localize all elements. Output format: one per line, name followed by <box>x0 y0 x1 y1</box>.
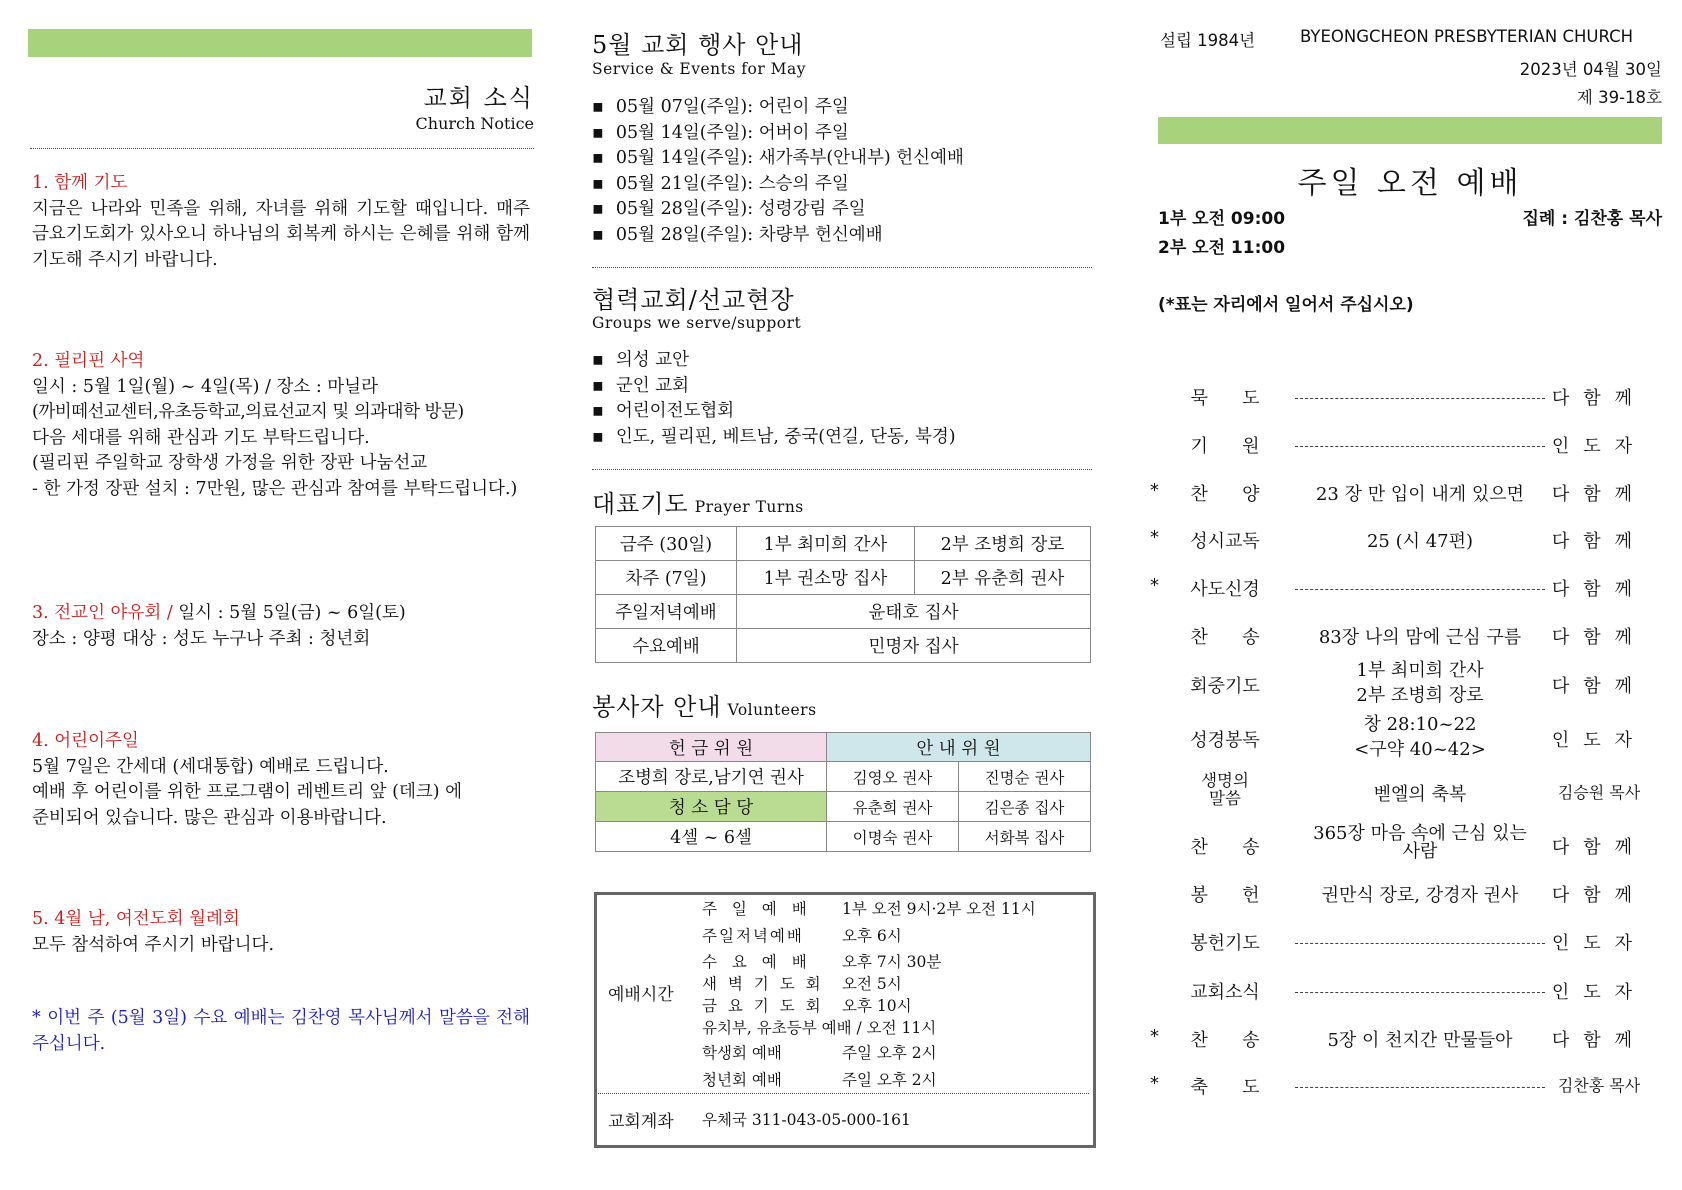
order-item-detail: 23 장 만 입이 내게 있으면 <box>1315 484 1524 505</box>
partners-list <box>592 348 956 450</box>
list-item: ▪ 인도, 필리핀, 베트남, 중국(연길, 단동, 북경) <box>592 425 956 451</box>
table-cell: 유춘희 권사 <box>827 792 959 822</box>
notice-item-2 <box>32 349 530 502</box>
order-item-name: 회중기도 <box>1190 676 1260 697</box>
dashed-leader-line <box>1295 992 1545 993</box>
table-cell: 차주 (7일) <box>596 561 737 595</box>
notice-footnote: * 이번 주 (5월 3일) 수요 예배는 김찬영 목사님께서 말씀을 전해 주십니다. <box>32 1008 530 1054</box>
presider: 집례 : 김찬홍 목사 <box>1522 209 1662 229</box>
order-row <box>1150 623 1650 653</box>
dashed-leader-line <box>1295 446 1545 447</box>
list-item: ▪ 05월 14일(주일): 새가족부(안내부) 헌신예배 <box>592 146 964 172</box>
order-row <box>1150 823 1650 863</box>
offering-header: 헌 금 위 원 <box>596 733 827 762</box>
order-item-leader: 다함께 <box>1551 388 1647 409</box>
order-item-leader: 다함께 <box>1551 484 1647 505</box>
bulletin-date: 2023년 04월 30일 <box>1519 60 1662 79</box>
table-cell: 수요예배 <box>596 629 737 663</box>
table-cell: 민명자 집사 <box>737 629 1091 663</box>
notice-item-4 <box>32 729 530 831</box>
prayer-table <box>595 526 1091 663</box>
list-item: ▪ 05월 21일(주일): 스승의 주일 <box>592 172 964 198</box>
service-header-bar <box>1158 117 1662 144</box>
order-row <box>1150 575 1650 605</box>
notice-item-head: 4. 어린이주일 <box>32 731 139 751</box>
order-item-leader: 인도자 <box>1551 436 1647 457</box>
table-cell: 조병희 장로,남기연 권사 <box>596 762 827 792</box>
order-item-name: 찬 송 <box>1190 1030 1260 1051</box>
order-item-leader: 인도자 <box>1551 933 1647 954</box>
notice-line: (까비떼선교센터,유초등학교,의료선교지 및 의과대학 방문) <box>32 402 464 422</box>
times-label: 예배시간 <box>608 985 674 1005</box>
standing-mark: * <box>1150 480 1159 501</box>
order-row <box>1150 527 1650 557</box>
standing-mark: * <box>1150 575 1159 596</box>
order-item-name: 성시교독 <box>1190 531 1260 552</box>
notice-item-head: 2. 필리핀 사역 <box>32 351 145 371</box>
notice-title: 교회 소식 <box>423 84 534 112</box>
church-name: BYEONGCHEON PRESBYTERIAN CHURCH <box>1300 27 1634 46</box>
cleaning-header: 청 소 담 당 <box>596 792 827 822</box>
table-cell: 이명숙 권사 <box>827 822 959 852</box>
order-item-name: 성경봉독 <box>1190 730 1260 751</box>
events-list <box>592 95 964 248</box>
order-row <box>1150 1073 1650 1103</box>
times-row: 금 요 기 도 회 오후 10시 <box>702 997 912 1015</box>
table-cell: 서화복 집사 <box>959 822 1091 852</box>
notice-line: 준비되어 있습니다. 많은 관심과 이용바랍니다. <box>32 807 387 828</box>
volunteers-title <box>592 687 817 722</box>
notice-line: 모두 참석하여 주시기 바랍니다. <box>32 934 275 955</box>
times-row: 주일저녁예배 오후 6시 <box>702 927 902 945</box>
prayer-title <box>592 484 804 519</box>
notice-item-3 <box>32 601 530 652</box>
times-row: 주 일 예 배 1부 오전 9시·2부 오전 11시 <box>702 900 1036 918</box>
order-item-detail: 권만식 장로, 강경자 권사 <box>1321 885 1519 906</box>
order-item-leader: 다함께 <box>1551 627 1647 648</box>
table-cell: 1부 권소망 집사 <box>737 561 915 595</box>
times-row: 학생회 예배 주일 오후 2시 <box>702 1044 937 1062</box>
list-item: ▪ 05월 14일(주일): 어버이 주일 <box>592 121 964 147</box>
order-item-detail: 83장 나의 맘에 근심 구름 <box>1318 627 1522 648</box>
table-cell: 4셀 ~ 6셀 <box>596 822 827 852</box>
notice-header-bar <box>28 29 532 57</box>
times-row: 수 요 예 배 오후 7시 30분 <box>702 953 942 971</box>
order-item-leader: 다함께 <box>1551 579 1647 600</box>
notice-item-body: 지금은 나라와 민족을 위해, 자녀를 위해 기도할 때입니다. 매주 금요기도회가 있사오니 하나님의 회복케 하시는 은혜를 위해 함께 기도해 주시기 바랍니다. <box>32 198 530 270</box>
table-cell: 윤태호 집사 <box>737 595 1091 629</box>
order-item-detail: 창 28:10~22 <구약 40~42> <box>1354 714 1486 760</box>
partners-title: 협력교회/선교현장 <box>592 286 795 314</box>
dashed-leader-line <box>1295 943 1545 944</box>
partners-subtitle: Groups we serve/support <box>592 314 802 332</box>
order-row <box>1150 660 1650 706</box>
times-row: 새 벽 기 도 회 오전 5시 <box>702 975 902 993</box>
order-item-leader: 다함께 <box>1551 885 1647 906</box>
notice-item-1 <box>32 171 530 273</box>
account-number: 우체국 311-043-05-000-161 <box>702 1111 911 1129</box>
order-item-name: 찬 송 <box>1190 627 1260 648</box>
list-item: ▪ 의성 교안 <box>592 348 956 374</box>
order-row <box>1150 384 1650 414</box>
order-item-name: 찬 양 <box>1190 484 1260 505</box>
usher-header: 안 내 위 원 <box>827 733 1091 762</box>
table-cell: 김영오 권사 <box>827 762 959 792</box>
order-item-detail: 1부 최미희 간사 2부 조병희 장로 <box>1356 660 1484 706</box>
notice-line: - 한 가정 장판 설치 : 7만원, 많은 관심과 참여를 부탁드립니다.) <box>32 478 518 499</box>
table-cell: 금주 (30일) <box>596 527 737 561</box>
dashed-leader-line <box>1295 398 1545 399</box>
notice-line: 다음 세대를 위해 관심과 기도 부탁드립니다. <box>32 427 370 448</box>
order-item-name: 기 원 <box>1190 436 1260 457</box>
notice-line: 예배 후 어린이를 위한 프로그램이 레벤트리 앞 (데크) 에 <box>32 782 463 802</box>
events-subtitle: Service & Events for May <box>592 60 807 78</box>
order-item-detail: 365장 마음 속에 근심 있는 사람 <box>1313 823 1527 862</box>
notice-item-head: 5. 4월 남, 여전도회 월례회 <box>32 909 240 929</box>
order-item-detail: 25 (시 47편) <box>1366 531 1474 552</box>
table-cell: 주일저녁예배 <box>596 595 737 629</box>
standing-mark: * <box>1150 527 1159 548</box>
bulletin-issue: 제 39-18호 <box>1576 88 1662 107</box>
standing-mark: * <box>1150 1073 1159 1094</box>
prayer-title-en: Prayer Turns <box>694 498 804 516</box>
order-item-leader: 다함께 <box>1551 676 1647 697</box>
order-row <box>1150 978 1650 1008</box>
order-row <box>1150 929 1650 959</box>
service-time-2: 2부 오전 11:00 <box>1158 238 1286 258</box>
prayer-title-ko: 대표기도 <box>592 490 689 518</box>
table-cell: 진명순 권사 <box>959 762 1091 792</box>
list-item: ▪ 05월 28일(주일): 성령강림 주일 <box>592 197 964 223</box>
notice-item-head: 3. 전교인 야유회 / <box>32 603 173 623</box>
order-item-leader: 인도자 <box>1551 730 1647 751</box>
order-item-leader: 인도자 <box>1551 982 1647 1003</box>
volunteers-title-en: Volunteers <box>727 701 817 719</box>
order-item-name: 생명의 말씀 <box>1201 771 1249 808</box>
dashed-leader-line <box>1295 1087 1545 1088</box>
order-item-name: 찬 송 <box>1190 837 1260 858</box>
order-item-leader: 다함께 <box>1551 531 1647 552</box>
service-title: 주일 오전 예배 <box>1297 166 1523 201</box>
volunteers-table <box>595 732 1091 852</box>
notice-line: (필리핀 주일학교 장학생 가정을 위한 장판 나눔선교 <box>32 453 428 473</box>
divider <box>30 148 534 149</box>
order-item-name: 축 도 <box>1190 1077 1260 1098</box>
order-item-name: 봉헌기도 <box>1190 933 1260 954</box>
notice-item-5 <box>32 907 530 958</box>
list-item: ▪ 군인 교회 <box>592 374 956 400</box>
list-item: ▪ 05월 07일(주일): 어린이 주일 <box>592 95 964 121</box>
order-row <box>1150 881 1650 911</box>
order-row <box>1150 480 1650 510</box>
order-row <box>1150 432 1650 462</box>
order-item-name: 사도신경 <box>1190 579 1260 600</box>
divider <box>592 267 1092 268</box>
table-cell: 1부 최미희 간사 <box>737 527 915 561</box>
list-item: ▪ 어린이전도협회 <box>592 399 956 425</box>
order-item-leader: 다함께 <box>1551 837 1647 858</box>
service-time-1: 1부 오전 09:00 <box>1158 209 1286 229</box>
divider <box>598 1093 1089 1094</box>
table-cell: 김은종 집사 <box>959 792 1091 822</box>
table-cell: 2부 조병희 장로 <box>915 527 1091 561</box>
order-item-leader: 김찬홍 목사 <box>1557 1076 1641 1095</box>
order-item-leader: 다함께 <box>1551 1030 1647 1051</box>
notice-item-head: 1. 함께 기도 <box>32 173 128 193</box>
standing-mark: * <box>1150 1026 1159 1047</box>
events-title: 5월 교회 행사 안내 <box>592 31 804 59</box>
notice-line: 5월 7일은 간세대 (세대통합) 예배로 드립니다. <box>32 756 389 777</box>
table-cell: 2부 유춘희 권사 <box>915 561 1091 595</box>
order-item-detail: 벧엘의 축복 <box>1373 784 1467 805</box>
times-row: 유치부, 유초등부 예배 / 오전 11시 <box>702 1019 937 1037</box>
order-item-name: 교회소식 <box>1190 982 1260 1003</box>
times-row: 청년회 예배 주일 오후 2시 <box>702 1071 937 1089</box>
order-item-name: 묵 도 <box>1190 388 1260 409</box>
account-label: 교회계좌 <box>608 1112 674 1132</box>
order-row <box>1150 714 1650 760</box>
list-item: ▪ 05월 28일(주일): 차량부 헌신예배 <box>592 223 964 249</box>
order-item-name: 봉 헌 <box>1190 885 1260 906</box>
divider <box>592 469 1092 470</box>
founded: 설립 1984년 <box>1160 31 1256 50</box>
notice-item-head-tail: 일시 : 5월 5일(금) ~ 6일(토) <box>172 603 406 623</box>
order-item-leader: 김승원 목사 <box>1557 783 1641 802</box>
order-row <box>1150 771 1650 810</box>
standing-note: (*표는 자리에서 일어서 주십시오) <box>1158 295 1414 315</box>
order-row <box>1150 1026 1650 1056</box>
notice-subtitle: Church Notice <box>415 114 534 133</box>
order-item-detail: 5장 이 천지간 만물들아 <box>1327 1030 1513 1051</box>
notice-line: 장소 : 양평 대상 : 성도 누구나 주최 : 청년회 <box>32 628 371 649</box>
notice-line: 일시 : 5월 1일(월) ~ 4일(목) / 장소 : 마닐라 <box>32 376 378 397</box>
volunteers-title-ko: 봉사자 안내 <box>592 693 722 721</box>
dashed-leader-line <box>1295 589 1545 590</box>
